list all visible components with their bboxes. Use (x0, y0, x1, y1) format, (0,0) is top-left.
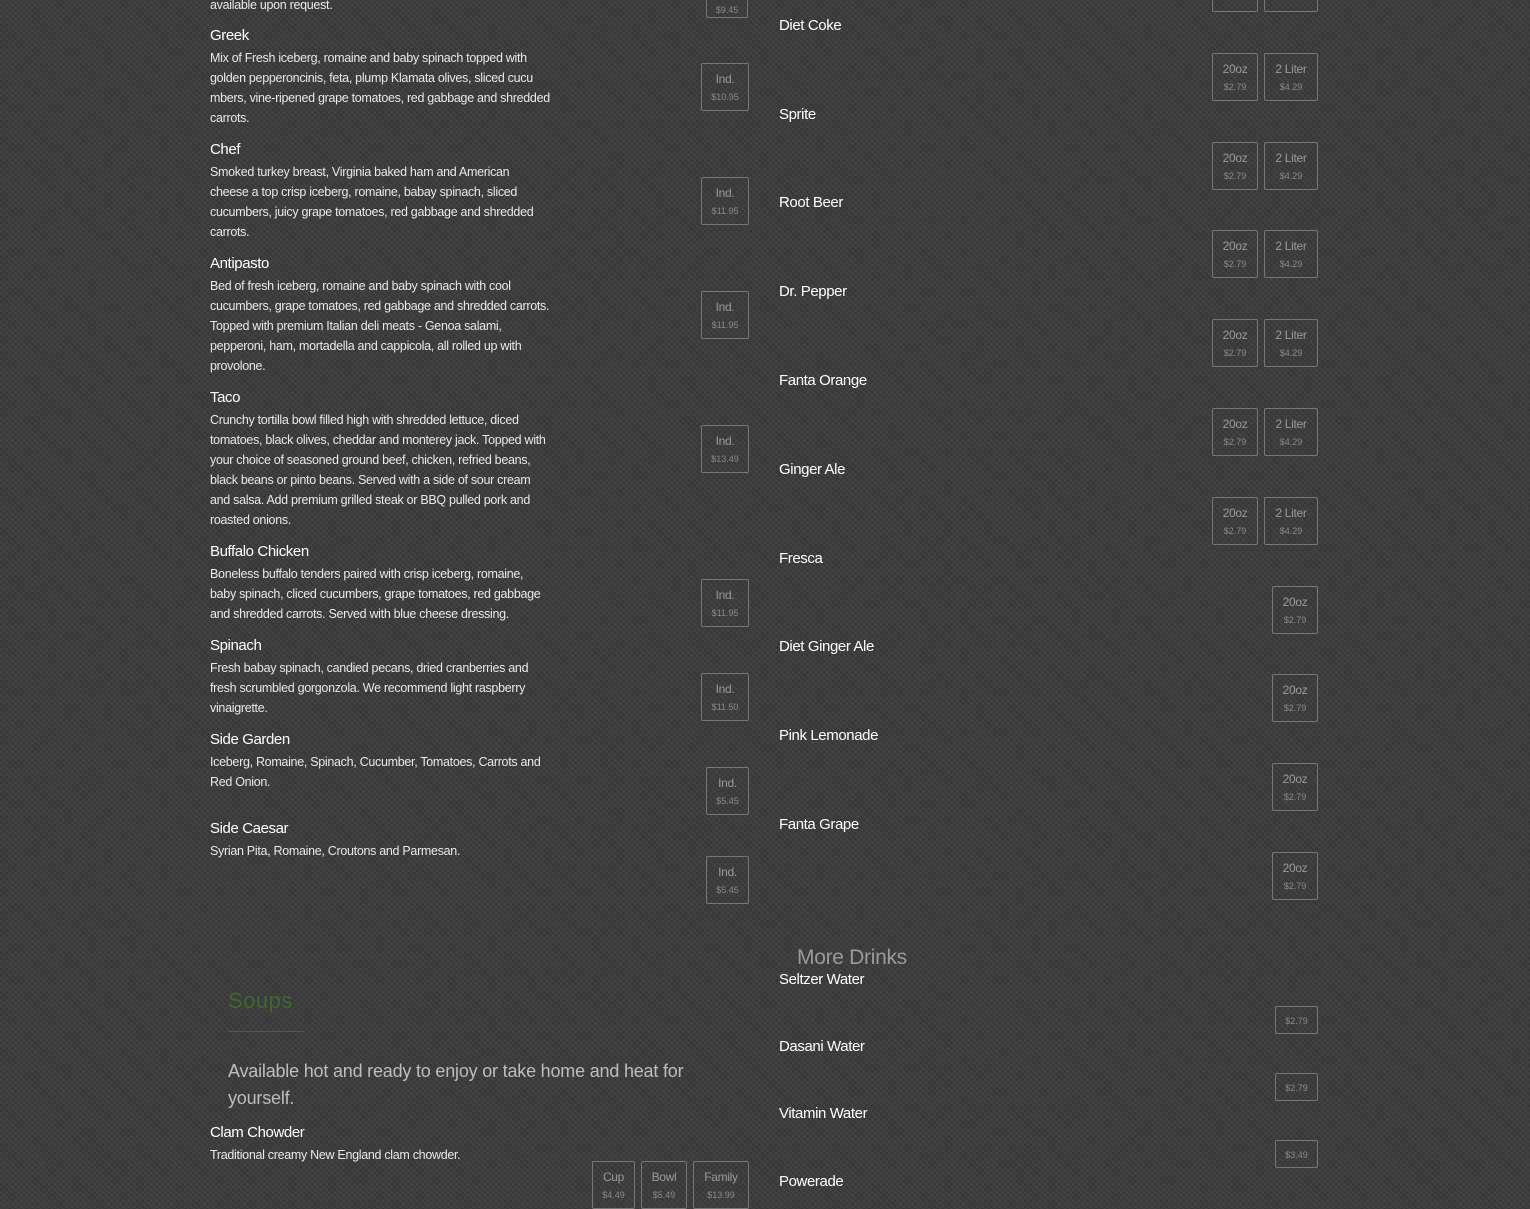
size-label: Bowl (651, 1170, 677, 1184)
size-label: Ind. (715, 434, 735, 448)
price-value: $4.29 (1279, 259, 1303, 269)
item-description: Bed of fresh iceberg, romaine and baby spinach with cool cucumbers, grape tomatoes, red gabbage and shredded carrots. Topped with premium Italian deli meats - Genoa salami, pepperoni, ham, mortadella and cappicola, all rolled up with provolone. (210, 279, 550, 373)
price-option[interactable] (592, 1161, 635, 1209)
price-option[interactable] (701, 673, 749, 721)
menu-item-name: Diet Coke (779, 17, 842, 34)
price-option[interactable] (1264, 142, 1318, 190)
menu-item-name: Pink Lemonade (779, 727, 879, 744)
price-value: $4.49 (602, 1190, 625, 1200)
menu-item-name: Fresca (779, 550, 823, 567)
price-value: $13.49 (711, 454, 739, 464)
item-description: Smoked turkey breast, Virginia baked ham and American cheese a top crisp iceberg, romaine, babay spinach, sliced cucumbers, juicy grape tomatoes, red gabbage and shredded carrots. (210, 165, 534, 239)
size-label: Ind. (718, 776, 737, 790)
size-label: Ind. (715, 72, 735, 86)
price-value: $5.49 (652, 1190, 676, 1200)
size-label: 20oz (1282, 861, 1308, 875)
size-label: 2 Liter (1275, 328, 1307, 342)
price-option[interactable] (1272, 586, 1318, 634)
section-divider (228, 1031, 304, 1032)
price-value: $4.29 (1279, 171, 1303, 181)
price-value: $4.29 (1279, 437, 1303, 447)
menu-item-name: Greek (210, 27, 249, 44)
price-option[interactable] (1264, 497, 1318, 545)
price-option[interactable] (1212, 319, 1258, 367)
menu-item-name: Powerade (779, 1173, 844, 1190)
section-title: Soups (228, 988, 293, 1013)
price-option[interactable] (701, 579, 749, 627)
size-label: Ind. (715, 588, 735, 602)
size-label: 2 Liter (1275, 417, 1307, 431)
menu-item-name: Fanta Orange (779, 372, 867, 389)
price-value: $11.50 (711, 702, 739, 712)
size-label: 20oz (1222, 506, 1248, 520)
menu-item-name: Dasani Water (779, 1038, 865, 1055)
section-title: More Drinks (797, 946, 907, 969)
price-value: $4.29 (1279, 82, 1303, 92)
price-option[interactable] (706, 767, 749, 815)
price-option[interactable] (1272, 674, 1318, 722)
price-value: $9.45 (715, 5, 739, 15)
price-option[interactable] (1212, 53, 1258, 101)
item-description: Mix of Fresh iceberg, romaine and baby spinach topped with golden pepperoncinis, feta, plump Klamata olives, sliced cucu mbers, vine-ripened grape tomatoes, red gabbage and shredded carrots. (210, 51, 550, 125)
size-label: 20oz (1222, 151, 1248, 165)
size-label: 20oz (1222, 417, 1248, 431)
size-label: Family (704, 1170, 738, 1184)
price-value: $5.45 (716, 885, 739, 895)
price-option[interactable] (1264, 53, 1318, 101)
menu-item-name: Antipasto (210, 255, 269, 272)
price-option[interactable] (706, 0, 748, 18)
price-option[interactable] (1264, 319, 1318, 367)
price-option[interactable] (641, 1161, 687, 1209)
price-option[interactable] (1275, 1073, 1318, 1101)
menu-item-name: Vitamin Water (779, 1105, 868, 1122)
menu-item-name: Chef (210, 141, 241, 158)
price-value: $2.79 (1283, 792, 1307, 802)
price-option[interactable] (1264, 408, 1318, 456)
menu-item-name: Taco (210, 389, 241, 406)
price-value: $4.29 (1279, 526, 1303, 536)
size-label: 20oz (1282, 683, 1308, 697)
menu-item-name: Root Beer (779, 194, 843, 211)
price-option[interactable] (1212, 408, 1258, 456)
size-label: Ind. (715, 300, 735, 314)
menu-item-name: Dr. Pepper (779, 283, 847, 300)
size-label: 2 Liter (1275, 62, 1307, 76)
price-option[interactable] (701, 177, 749, 225)
price-option[interactable] (701, 425, 749, 473)
menu-item-name: Buffalo Chicken (210, 543, 309, 560)
size-label: Ind. (715, 682, 735, 696)
price-value: $2.79 (1283, 703, 1307, 713)
price-value: $2.79 (1285, 1083, 1308, 1093)
price-option[interactable] (1212, 230, 1258, 278)
price-value: $2.79 (1285, 1016, 1308, 1026)
menu-item-name: Ginger Ale (779, 461, 846, 478)
price-value: $11.95 (711, 320, 739, 330)
price-option[interactable] (1212, 0, 1258, 12)
price-option[interactable] (1264, 0, 1318, 12)
price-value: $10.95 (711, 92, 739, 102)
price-option[interactable] (706, 856, 749, 904)
price-option[interactable] (1272, 763, 1318, 811)
price-value: $2.79 (1223, 171, 1247, 181)
price-value: $2.79 (1223, 82, 1247, 92)
price-option[interactable] (1275, 1006, 1318, 1034)
price-option[interactable] (1264, 230, 1318, 278)
menu-item-name: Side Caesar (210, 820, 289, 837)
size-label: Ind. (718, 865, 737, 879)
price-value: $3.49 (1285, 1150, 1308, 1160)
size-label: 2 Liter (1275, 151, 1307, 165)
item-description: Crunchy tortilla bowl filled high with shredded lettuce, diced tomatoes, black olives, cheddar and monterey jack. Topped with your choice of seasoned ground beef, chicken, refried beans, black beans or pinto beans. Served with a side of sour cream and salsa. Add premium grilled steak or BBQ pulled pork and roasted onions. (210, 413, 546, 527)
price-value: $2.79 (1223, 526, 1247, 536)
size-label: 20oz (1222, 328, 1248, 342)
price-value: $2.79 (1223, 437, 1247, 447)
price-option[interactable] (693, 1161, 749, 1209)
price-option[interactable] (1272, 852, 1318, 900)
price-value: $2.79 (1223, 259, 1247, 269)
price-value: $2.79 (1223, 348, 1247, 358)
item-description: available upon request. (210, 0, 333, 12)
price-option[interactable] (701, 291, 749, 339)
size-label: 20oz (1222, 62, 1248, 76)
price-value: $4.29 (1279, 348, 1303, 358)
menu-item-name: Fanta Grape (779, 816, 859, 833)
price-option[interactable] (701, 63, 749, 111)
size-label: Ind. (715, 186, 735, 200)
item-description: Iceberg, Romaine, Spinach, Cucumber, Tomatoes, Carrots and Red Onion. (210, 755, 541, 789)
price-option[interactable] (1275, 1140, 1318, 1168)
item-description: Boneless buffalo tenders paired with crisp iceberg, romaine, baby spinach, cliced cucumbers, grape tomatoes, red gabbage and shredded carrots. Served with blue cheese dressing. (210, 567, 541, 621)
price-option[interactable] (1212, 497, 1258, 545)
size-label: 20oz (1282, 772, 1308, 786)
size-label: Cup (602, 1170, 625, 1184)
price-value: $13.99 (707, 1190, 735, 1200)
price-value: $11.95 (711, 206, 739, 216)
menu-item-name: Clam Chowder (210, 1124, 305, 1141)
menu-item-name: Spinach (210, 637, 262, 654)
menu-item-name: Side Garden (210, 731, 290, 748)
menu-item-name: Sprite (779, 106, 816, 123)
menu-item-name: Diet Ginger Ale (779, 638, 874, 655)
price-value: $11.95 (711, 608, 739, 618)
price-option[interactable] (1212, 142, 1258, 190)
section-description: Available hot and ready to enjoy or take home and heat for yourself. (228, 1061, 684, 1108)
size-label: 2 Liter (1275, 506, 1307, 520)
item-description: Syrian Pita, Romaine, Croutons and Parmesan. (210, 844, 461, 858)
menu-item-name: Seltzer Water (779, 971, 865, 988)
price-value: $2.79 (1283, 615, 1307, 625)
item-description: Traditional creamy New England clam chowder. (210, 1148, 461, 1162)
size-label: 20oz (1222, 239, 1248, 253)
size-label: 2 Liter (1275, 239, 1307, 253)
item-description: Fresh babay spinach, candied pecans, dried cranberries and fresh scrumbled gorgonzola. We recommend light raspberry vinaigrette. (210, 661, 529, 715)
size-label: 20oz (1282, 595, 1308, 609)
price-value: $2.79 (1283, 881, 1307, 891)
price-value: $5.45 (716, 796, 739, 806)
